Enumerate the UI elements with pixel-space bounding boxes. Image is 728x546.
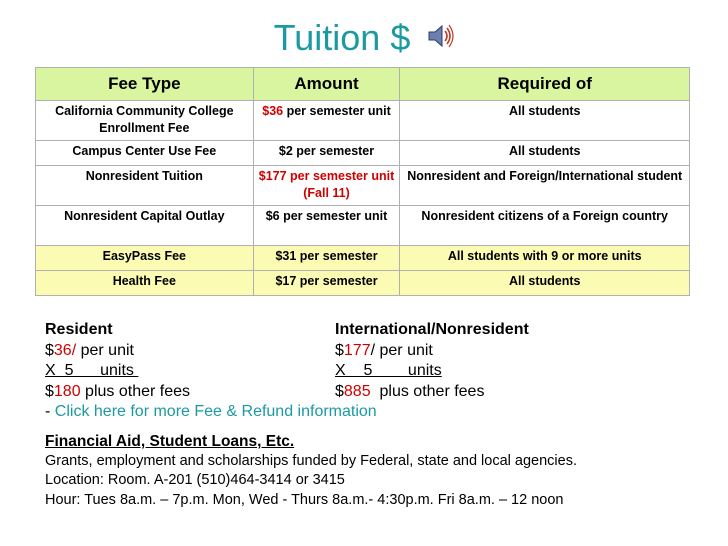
amount-text: $17 per semester [275,274,378,288]
column-header: Required of [400,68,690,101]
plus-fees-label: plus other fees [80,382,191,400]
international-total-value: 885 [343,382,371,400]
fee-type-cell: Nonresident Tuition [36,166,254,206]
financial-aid-location: Location: Room. A-201 (510)464-3414 or 3415 [45,472,345,488]
plus-fees-label: plus other fees [370,382,485,400]
international-total [335,382,615,403]
financial-aid-description: Grants, employment and scholarships funded by Federal, state and local agencies. [45,452,577,469]
required-cell: Nonresident citizens of a Foreign country [400,206,690,246]
fee-type-cell: Campus Center Use Fee [36,141,254,166]
international-rate: 177 [343,341,371,359]
amount-highlight: $177 per semester unit (Fall 11) [258,169,395,200]
currency-sign: $ [335,341,344,359]
resident-rate: 36/ [53,341,77,359]
amount-text: $2 per semester [278,144,375,158]
amount-highlight: $36 [262,104,284,118]
required-cell: All students [400,101,690,141]
currency-sign: $ [335,382,344,400]
fee-type-cell: Health Fee [36,271,254,296]
speaker-icon[interactable] [426,22,454,50]
currency-sign: $ [45,382,54,400]
title-text: Tuition $ [273,17,411,58]
financial-aid-hours: Hour: Tues 8a.m. – 7p.m. Mon, Wed - Thurs 8a.m.- 4:30p.m. Fri 8a.m. – 12 noon [45,491,564,508]
international-heading: International/Nonresident [335,321,529,338]
fee-refund-link-line [45,402,377,423]
link-prefix: - [45,403,55,420]
required-cell: All students with 9 or more units [400,246,690,271]
amount-cell [253,101,400,141]
amount-cell [253,166,400,206]
amount-cell [253,141,400,166]
required-cell: All students [400,271,690,296]
resident-per-unit [45,341,325,362]
financial-aid-section [45,432,705,510]
amount-cell [253,246,400,271]
table-row [36,271,690,296]
per-unit-label: / per unit [370,341,433,359]
international-calculation [335,320,615,402]
resident-heading: Resident [45,321,113,338]
page-title [0,16,728,60]
table-row [36,141,690,166]
financial-aid-title: Financial Aid, Student Loans, Etc. [45,433,295,450]
resident-units: X 5 units [45,362,139,379]
fee-type-cell: Nonresident Capital Outlay [36,206,254,246]
international-units: X 5 units [335,362,442,379]
fee-refund-link[interactable]: Click here for more Fee & Refund information [54,403,377,420]
fee-type-cell: California Community College Enrollment Fee [36,101,254,141]
table-row [36,166,690,206]
fee-type-cell: EasyPass Fee [36,246,254,271]
resident-total [45,382,325,403]
table-header-row [36,68,690,101]
resident-total-value: 180 [53,382,81,400]
currency-sign: $ [45,341,54,359]
amount-text: per semester unit [283,104,391,118]
international-per-unit [335,341,615,362]
amount-cell [253,271,400,296]
table-row [36,246,690,271]
amount-cell [253,206,400,246]
required-cell: Nonresident and Foreign/International student [400,166,690,206]
per-unit-label: per unit [76,341,134,359]
required-cell: All students [400,141,690,166]
column-header: Fee Type [36,68,254,101]
fee-table [35,67,690,296]
amount-text: $31 per semester [275,249,378,263]
column-header: Amount [253,68,400,101]
amount-text: $6 per semester unit [265,209,388,223]
table-row [36,101,690,141]
table-row [36,206,690,246]
